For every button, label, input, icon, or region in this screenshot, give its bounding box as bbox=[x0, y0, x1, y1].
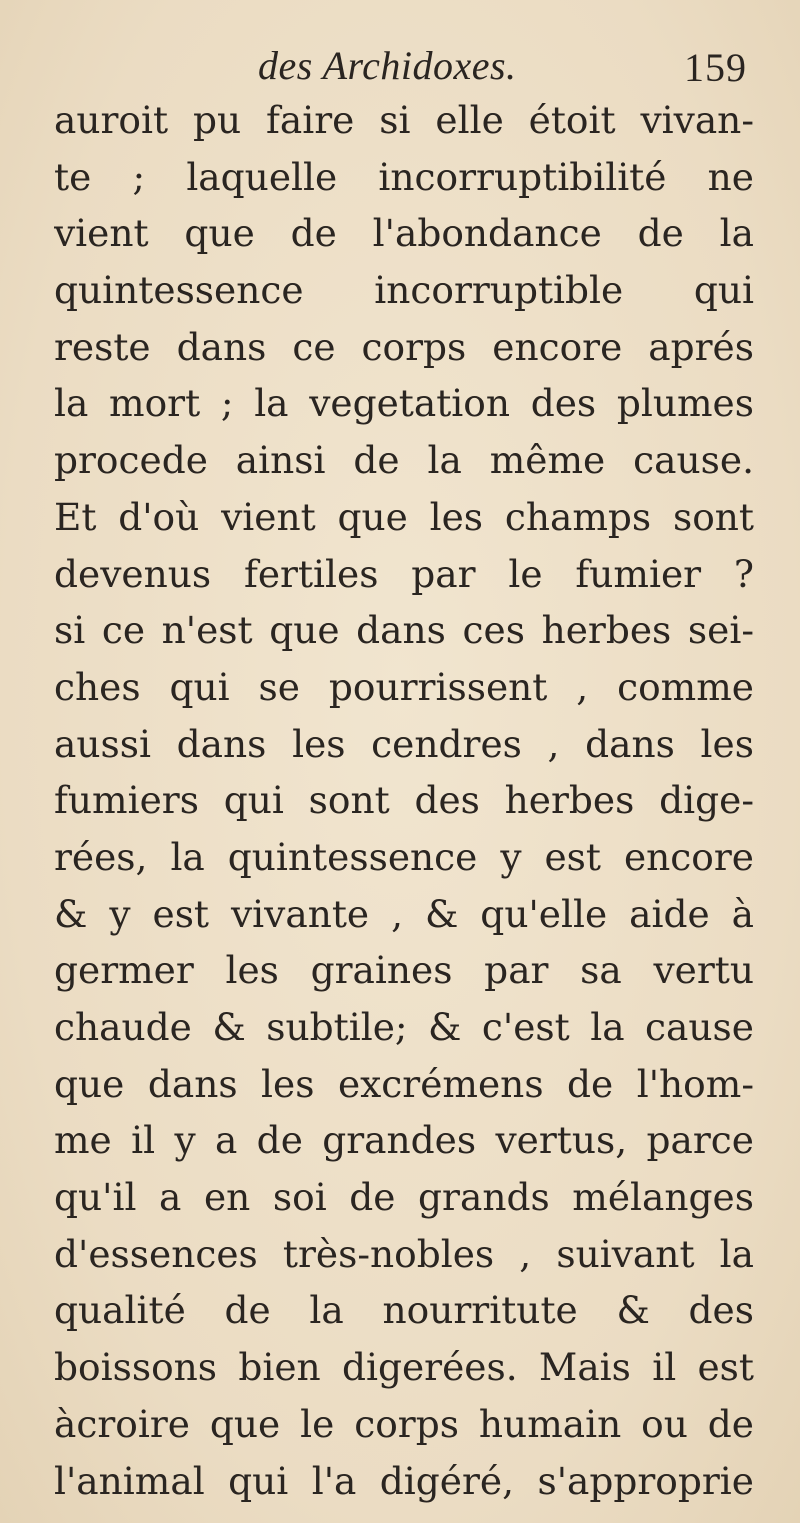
text-line-14: rées, la quintessence y est encore bbox=[54, 834, 754, 879]
text-line-4: quintessence incorruptible qui bbox=[54, 268, 754, 313]
text-line-17: chaude & subtile; & c'est la cause bbox=[54, 1005, 754, 1049]
text-line-8: Et d'où vient que les champs sont bbox=[54, 494, 754, 539]
body-text bbox=[54, 92, 754, 1509]
text-line-13: fumiers qui sont des herbes dige- bbox=[54, 778, 754, 823]
text-line-24: àcroire que le corps humain ou de bbox=[54, 1401, 754, 1446]
text-line-15: & y est vivante , & qu'elle aide à bbox=[54, 891, 754, 936]
text-line-1: auroit pu faire si elle étoit vivan- bbox=[54, 98, 754, 142]
text-line-12: aussi dans les cendres , dans les bbox=[54, 721, 754, 766]
text-line-25: l'animal qui l'a digéré, s'approprie bbox=[54, 1458, 754, 1503]
text-line-7: procede ainsi de la même cause. bbox=[54, 438, 754, 483]
text-line-9: devenus fertiles par le fumier ? bbox=[54, 551, 754, 596]
text-line-18: que dans les excrémens de l'hom- bbox=[54, 1061, 754, 1106]
text-line-16: germer les graines par sa vertu bbox=[54, 948, 754, 993]
text-line-3: vient que de l'abondance de la bbox=[54, 211, 754, 256]
text-line-22: qualité de la nourritute & des bbox=[54, 1288, 754, 1333]
text-line-21: d'essences très-nobles , suivant la bbox=[54, 1231, 754, 1276]
running-title: des Archidoxes. bbox=[258, 43, 517, 88]
text-line-2: te ; laquelle incorruptibilité ne bbox=[54, 154, 754, 199]
text-line-23: boissons bien digerées. Mais il est bbox=[54, 1345, 754, 1390]
page-number: 159 bbox=[684, 45, 747, 90]
text-line-5: reste dans ce corps encore aprés bbox=[54, 324, 754, 369]
text-line-10: si ce n'est que dans ces herbes sei- bbox=[54, 608, 754, 653]
text-line-6: la mort ; la vegetation des plumes bbox=[54, 381, 754, 426]
page-header bbox=[0, 38, 800, 98]
text-line-19: me il y a de grandes vertus, parce bbox=[54, 1118, 754, 1163]
text-line-11: ches qui se pourrissent , comme bbox=[54, 664, 754, 709]
text-line-20: qu'il a en soi de grands mélanges bbox=[54, 1175, 754, 1220]
